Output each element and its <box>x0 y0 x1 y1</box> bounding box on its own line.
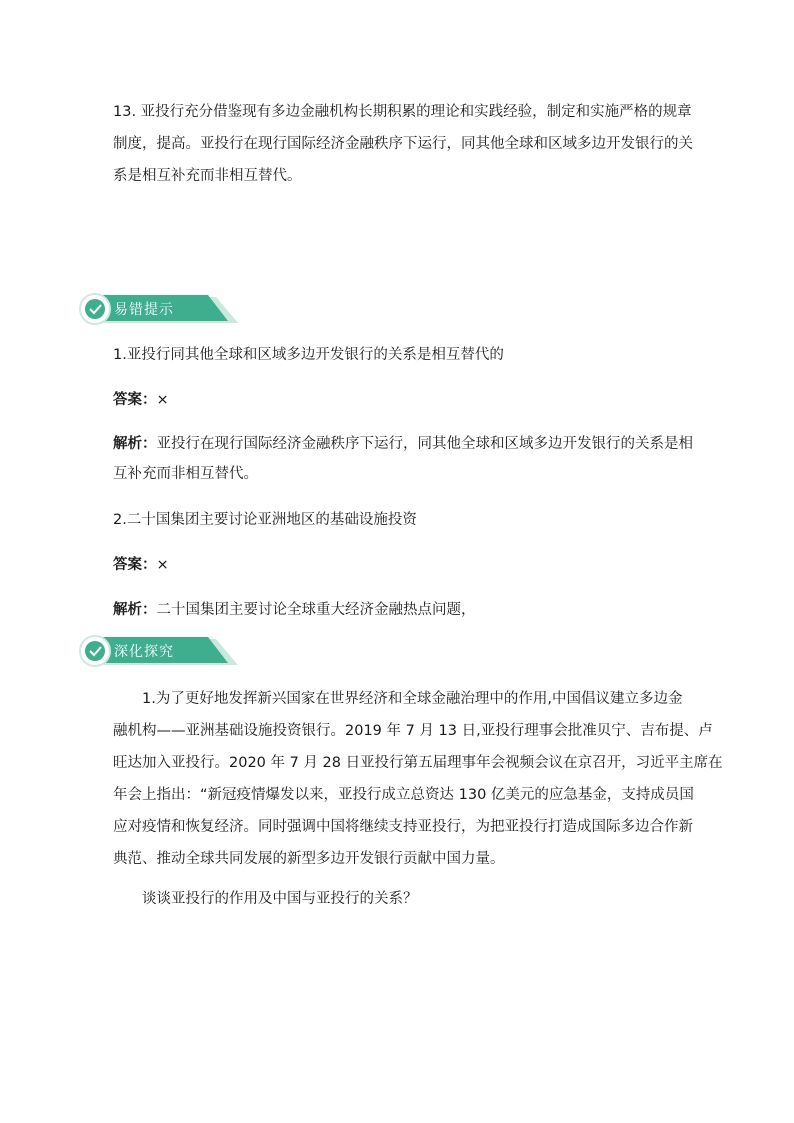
text-line: 旺达加入亚投行。2020 年 7 月 28 日亚投行第五届理事年会视频会议在京召开，习近平主席在 <box>113 755 723 771</box>
error-question-2: 2.二十国集团主要讨论亚洲地区的基础设施投资 <box>113 512 417 528</box>
text-line: 应对疫情和恢复经济。同时强调中国将继续支持亚投行，为把亚投行打造成国际多边合作新 <box>113 819 693 835</box>
answer-2 <box>113 553 169 574</box>
explanation-2 <box>113 598 476 619</box>
explanation-1-line-1 <box>113 432 693 453</box>
answer-mark: × <box>156 557 169 573</box>
text-line: 年会上指出：“新冠疫情爆发以来，亚投行成立总资达 130 亿美元的应急基金，支持成员国 <box>113 787 694 803</box>
deepen-banner-title: 深化探究 <box>114 644 174 660</box>
text-line: 典范、推动全球共同发展的新型多边开发银行贡献中国力量。 <box>113 851 505 867</box>
explanation-text: 二十国集团主要讨论全球重大经济金融热点问题， <box>156 602 476 618</box>
answer-1 <box>113 388 169 409</box>
text-line: 1.为了更好地发挥新兴国家在世界经济和全球金融治理中的作用,中国倡议建立多边金 <box>142 691 683 707</box>
answer-label: 答案： <box>113 557 157 573</box>
explanation-1-line-2: 互补充而非相互替代。 <box>113 466 258 482</box>
text-line: 制度，提高。亚投行在现行国际经济金融秩序下运行，同其他全球和区域多边开发银行的关 <box>113 136 693 152</box>
errors-section-banner <box>78 293 243 327</box>
explanation-label: 解析： <box>113 602 157 618</box>
explanation-text: 亚投行在现行国际经济金融秩序下运行，同其他全球和区域多边开发银行的关系是相 <box>156 436 693 452</box>
explanation-label: 解析： <box>113 436 157 452</box>
deepen-section-banner <box>78 635 243 669</box>
deepen-question: 谈谈亚投行的作用及中国与亚投行的关系？ <box>142 891 418 907</box>
text-line: 系是相互补充而非相互替代。 <box>113 168 302 184</box>
errors-banner-title: 易错提示 <box>114 302 174 318</box>
error-question-1: 1.亚投行同其他全球和区域多边开发银行的关系是相互替代的 <box>113 347 504 363</box>
section-13-paragraph <box>113 96 693 192</box>
text-line: 融机构——亚洲基础设施投资银行。2019 年 7 月 13 日,亚投行理事会批准贝宁、吉布提、卢 <box>113 723 713 739</box>
deepen-paragraph <box>113 683 723 875</box>
answer-mark: × <box>156 392 169 408</box>
answer-label: 答案： <box>113 392 157 408</box>
text-line: 13. 亚投行充分借鉴现有多边金融机构长期积累的理论和实践经验，制定和实施严格的规章 <box>113 104 692 120</box>
